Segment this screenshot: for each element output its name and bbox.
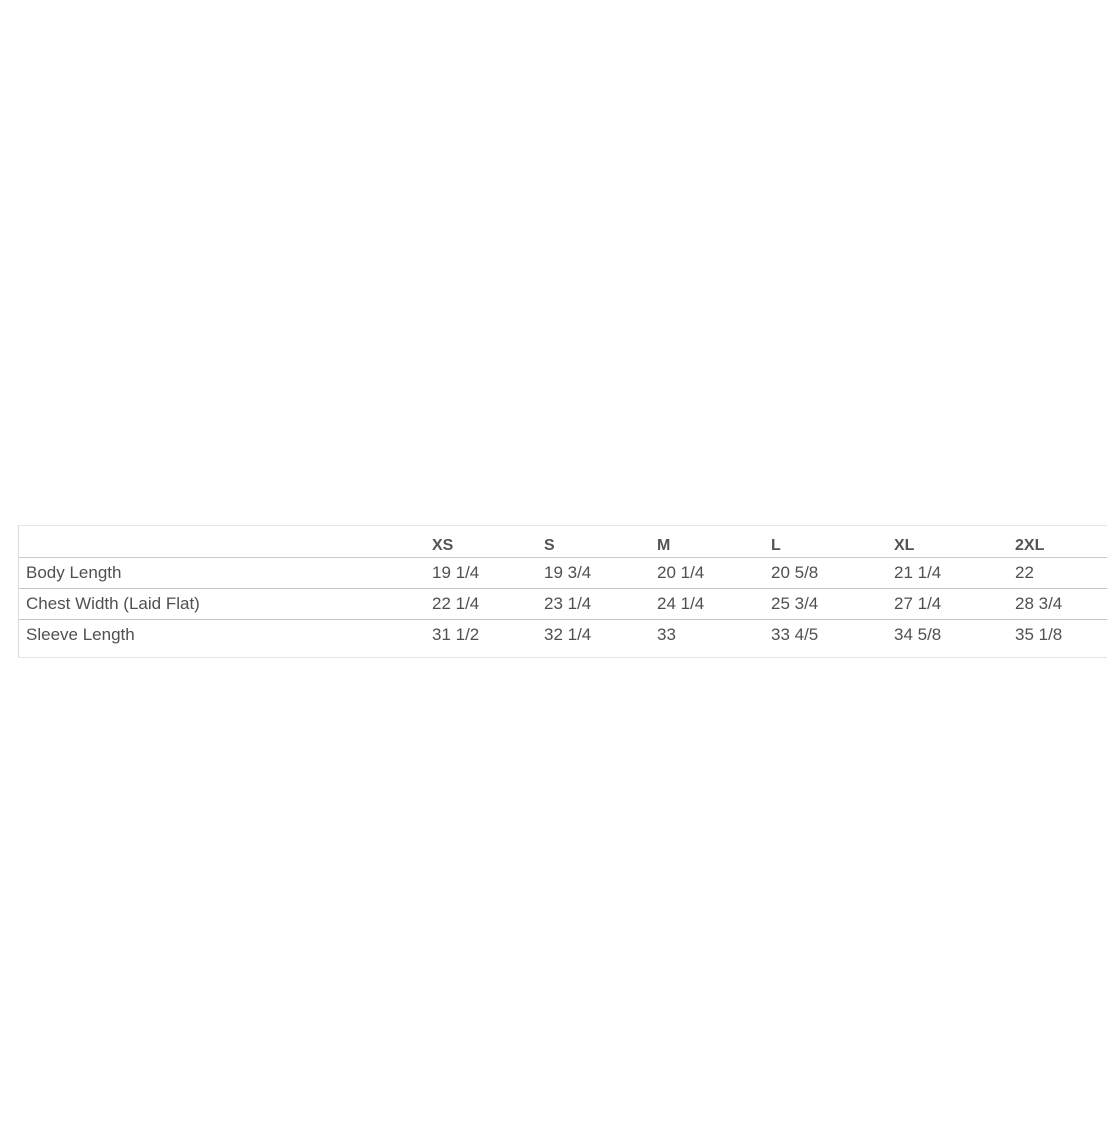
header-xs: XS — [432, 526, 544, 558]
table-cell: 35 1/8 — [1015, 620, 1107, 651]
table-row-body-length — [19, 558, 1107, 589]
table-cell: 22 1/4 — [432, 589, 544, 620]
table-row-chest-width — [19, 589, 1107, 620]
table-cell: 23 1/4 — [544, 589, 657, 620]
table-cell: 22 — [1015, 563, 1034, 582]
table-cell: 24 1/4 — [657, 589, 771, 620]
header-s: S — [544, 526, 657, 558]
table-cell: 33 4/5 — [771, 620, 894, 651]
table-cell: 32 1/4 — [544, 620, 657, 651]
table-cell: 19 1/4 — [432, 563, 480, 582]
table-cell: 31 1/2 — [432, 620, 544, 651]
table-cell: 33 — [657, 620, 771, 651]
row-label: Chest Width (Laid Flat) — [19, 589, 432, 620]
header-l: L — [771, 526, 894, 558]
table-cell: 25 3/4 — [771, 589, 894, 620]
size-chart — [18, 525, 1107, 658]
row-label: Sleeve Length — [19, 620, 432, 651]
row-label: Body Length — [26, 563, 122, 582]
table-cell: 27 1/4 — [894, 589, 1015, 620]
size-chart-table — [19, 526, 1107, 650]
table-cell: 34 5/8 — [894, 620, 1015, 651]
header-corner — [19, 526, 432, 558]
header-row — [19, 526, 1107, 558]
header-xl: XL — [894, 526, 1015, 558]
table-cell: 19 3/4 — [544, 563, 592, 582]
table-cell: 20 1/4 — [657, 563, 705, 582]
header-m: M — [657, 526, 771, 558]
table-cell: 21 1/4 — [894, 563, 942, 582]
table-row-sleeve-length — [19, 620, 1107, 651]
header-2xl: 2XL — [1015, 526, 1107, 558]
table-cell: 20 5/8 — [771, 563, 819, 582]
table-cell: 28 3/4 — [1015, 589, 1107, 620]
